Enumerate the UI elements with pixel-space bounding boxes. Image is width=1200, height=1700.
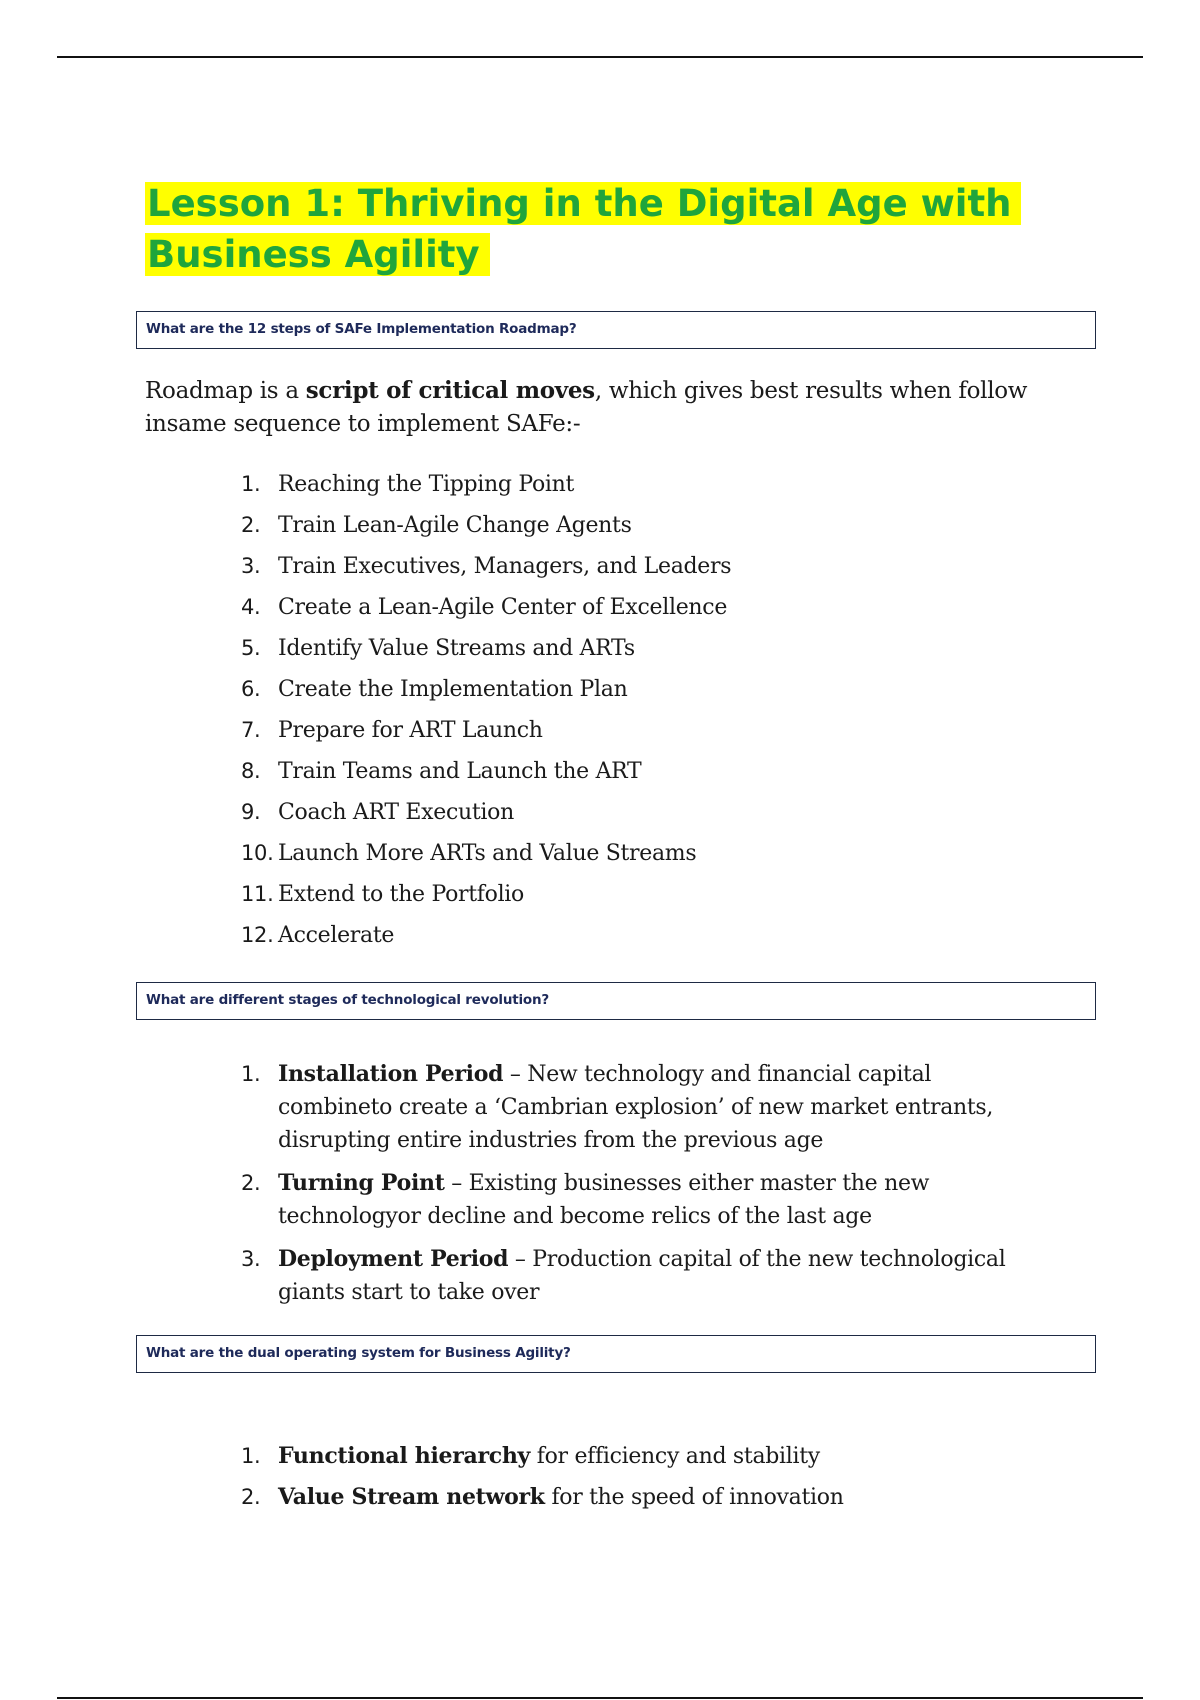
- list-number: 2.: [241, 1171, 261, 1195]
- top-rule: [57, 56, 1143, 58]
- list-number: 4.: [241, 595, 261, 619]
- list-number: 1.: [241, 1444, 261, 1468]
- list-number: 5.: [241, 636, 261, 660]
- list-item: [241, 1167, 1041, 1233]
- list-number: 3.: [241, 554, 261, 578]
- dual-term: Functional hierarchy: [278, 1443, 531, 1469]
- list-item: [241, 631, 1041, 672]
- list-item: [241, 590, 1041, 631]
- intro-text-end: , which gives best results when follow insame sequence to implement SAFe:-: [145, 378, 1028, 437]
- roadmap-steps-list: [241, 467, 1041, 959]
- dual-term: Value Stream network: [278, 1484, 545, 1510]
- step-text: Train Lean-Agile Change Agents: [278, 513, 632, 538]
- list-item: [241, 1480, 1041, 1521]
- list-number: 11.: [241, 882, 274, 906]
- list-number: 7.: [241, 718, 261, 742]
- list-item: [241, 836, 1041, 877]
- dual-description: for the speed of innovation: [544, 1485, 844, 1510]
- question-box-revolution: What are different stages of technological revolution?: [136, 982, 1096, 1020]
- step-text: Identify Value Streams and ARTs: [278, 636, 635, 661]
- list-item: [241, 467, 1041, 508]
- list-number: 10.: [241, 841, 274, 865]
- list-number: 12.: [241, 923, 274, 947]
- list-item: [241, 877, 1041, 918]
- list-item: [241, 549, 1041, 590]
- stage-term: Turning Point: [278, 1170, 445, 1196]
- list-item: [241, 918, 1041, 959]
- dual-description: for efficiency and stability: [530, 1444, 820, 1469]
- question-box-dual-system: What are the dual operating system for Business Agility?: [136, 1335, 1096, 1373]
- list-number: 2.: [241, 513, 261, 537]
- step-text: Coach ART Execution: [278, 800, 514, 825]
- list-item: [241, 754, 1041, 795]
- stage-term: Deployment Period: [278, 1246, 509, 1272]
- list-item: [241, 1439, 1041, 1480]
- step-text: Accelerate: [278, 923, 395, 948]
- step-text: Train Teams and Launch the ART: [278, 759, 642, 784]
- list-item: [241, 1058, 1041, 1157]
- lesson-title-text: Lesson 1: Thriving in the Digital Age with Business Agility: [145, 182, 1021, 276]
- step-text: Extend to the Portfolio: [278, 882, 524, 907]
- list-item: [241, 795, 1041, 836]
- step-text: Create the Implementation Plan: [278, 677, 628, 702]
- question-box-roadmap: What are the 12 steps of SAFe Implementation Roadmap?: [136, 311, 1096, 349]
- step-text: Prepare for ART Launch: [278, 718, 543, 743]
- lesson-title: [145, 178, 1045, 280]
- list-number: 9.: [241, 800, 261, 824]
- stage-description: – Production capital of the new technological giants start to take over: [278, 1247, 1006, 1305]
- dual-system-list: [241, 1439, 1041, 1521]
- list-number: 1.: [241, 1062, 261, 1086]
- list-item: [241, 1243, 1041, 1309]
- bottom-rule: [57, 1697, 1143, 1699]
- intro-bold-phrase: script of critical moves: [305, 377, 595, 404]
- step-text: Launch More ARTs and Value Streams: [278, 841, 697, 866]
- list-number: 6.: [241, 677, 261, 701]
- stage-description: – Existing businesses either master the new technologyor decline and become relics of the last age: [278, 1171, 930, 1229]
- revolution-stages-list: [241, 1058, 1041, 1319]
- list-number: 2.: [241, 1485, 261, 1509]
- step-text: Reaching the Tipping Point: [278, 472, 575, 497]
- stage-description: – New technology and financial capital combineto create a ‘Cambrian explosion’ of new market entrants, disrupting entire industries from the previous age: [278, 1062, 994, 1153]
- stage-term: Installation Period: [278, 1061, 504, 1087]
- intro-text-start: Roadmap is a: [145, 378, 306, 404]
- step-text: Train Executives, Managers, and Leaders: [278, 554, 732, 579]
- list-item: [241, 672, 1041, 713]
- list-item: [241, 713, 1041, 754]
- list-number: 8.: [241, 759, 261, 783]
- roadmap-intro: [145, 374, 1065, 441]
- list-number: 3.: [241, 1247, 261, 1271]
- list-item: [241, 508, 1041, 549]
- list-number: 1.: [241, 472, 261, 496]
- step-text: Create a Lean-Agile Center of Excellence: [278, 595, 728, 620]
